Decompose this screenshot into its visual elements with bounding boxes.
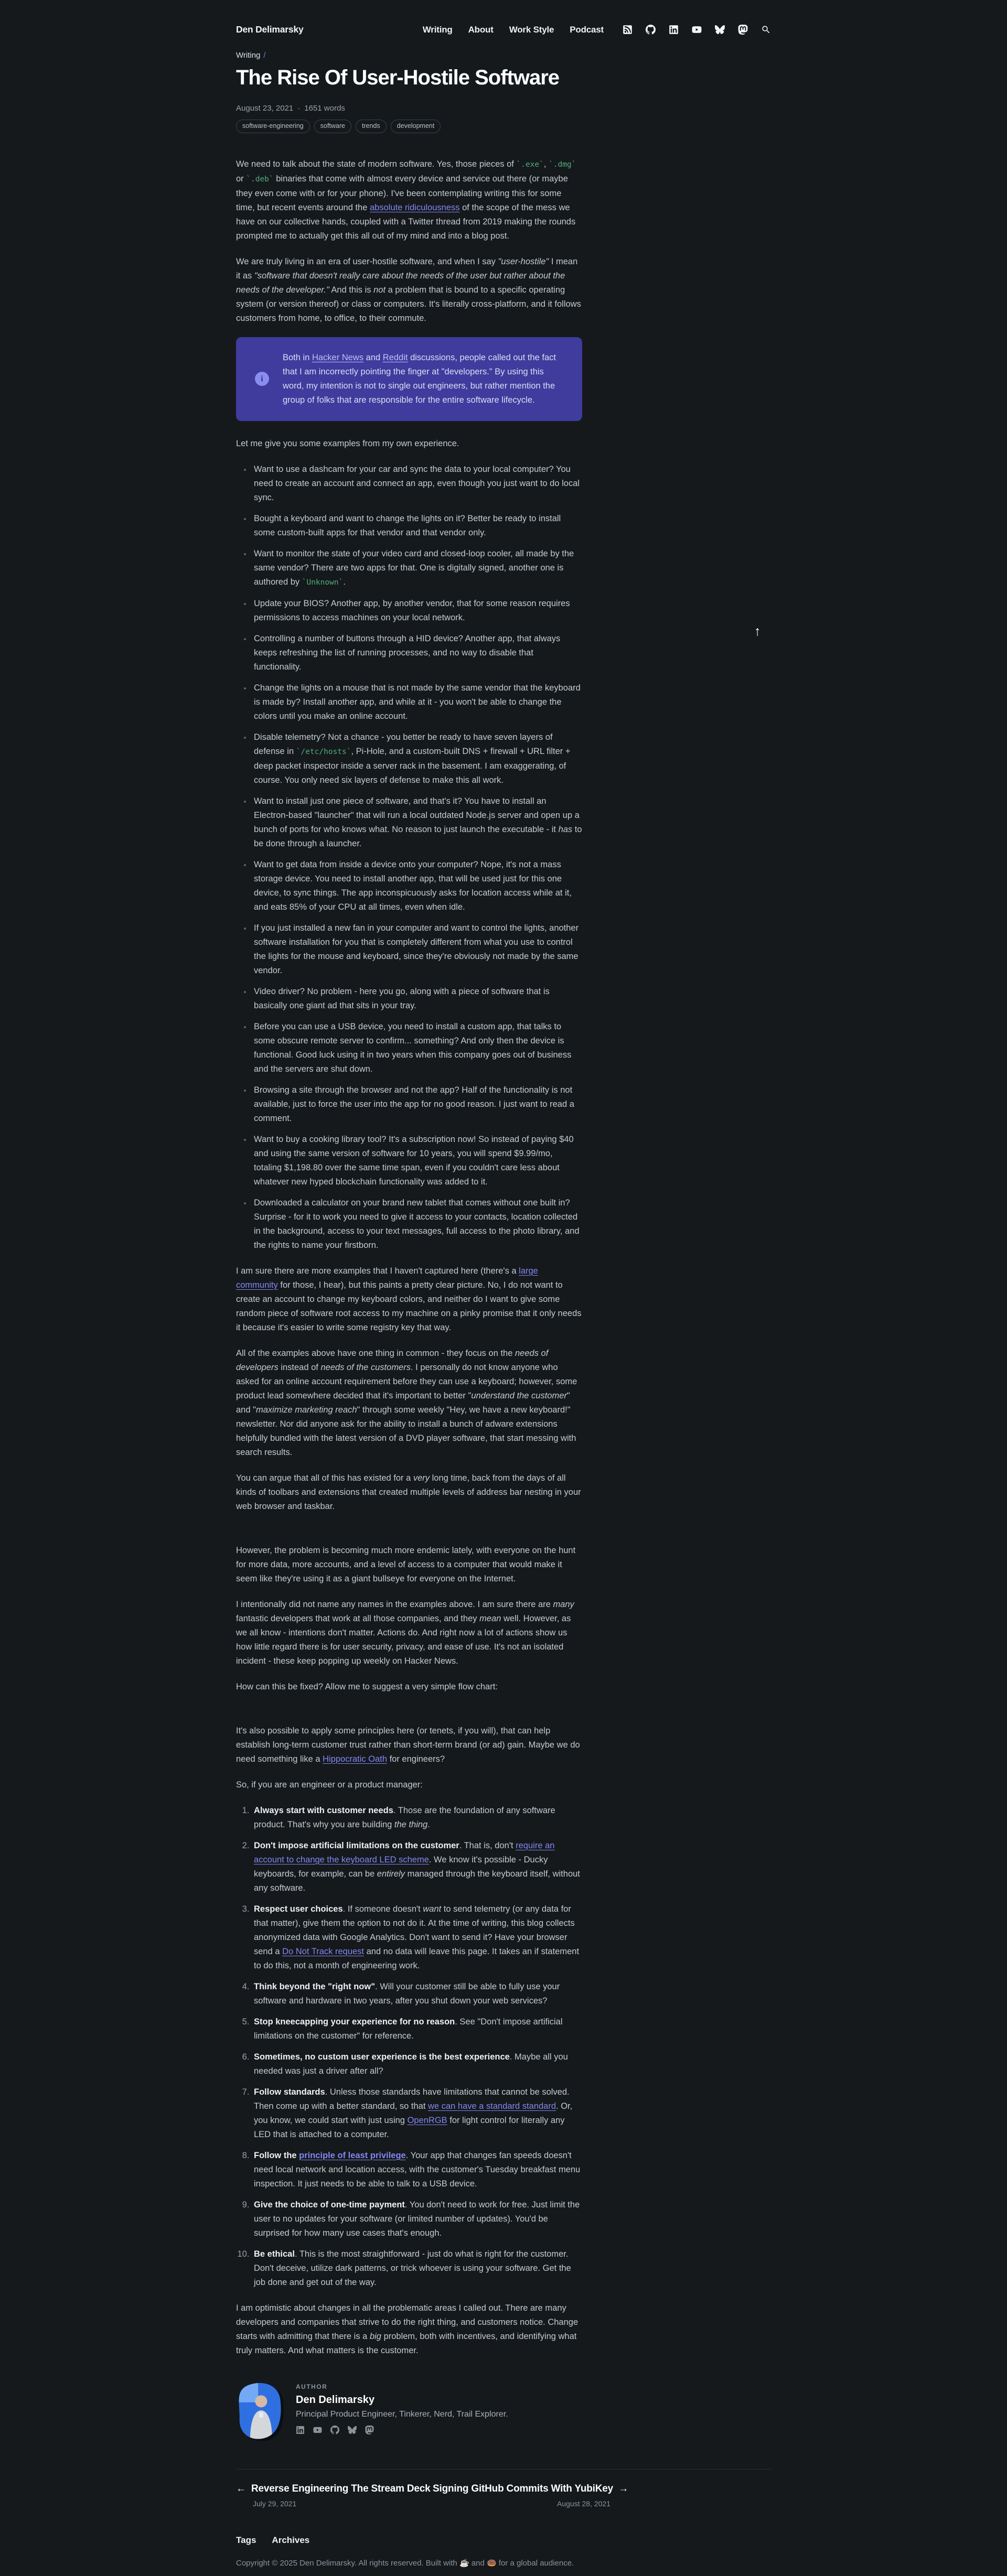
nav-link-work-style[interactable]: Work Style (509, 24, 554, 35)
paragraph: However, the problem is becoming much more endemic lately, with everyone on the hunt for more data, more accounts, and a level of access to a computer that would make it seem like they're using it as a giant bullseye for everyone on the Internet. (236, 1545, 576, 1583)
list-item: • Downloaded a calculator on your brand new tablet that comes without one built in? Surprise - for it to work you need to give it access to your contacts, location collected in the background, access to your text messages, full access to the photo library, and the rights to name your firstborn. (252, 1196, 582, 1253)
list-item: • Update your BIOS? Another app, by another vendor, that for some reason requires permissions to access machines on your local network. (252, 597, 582, 625)
paragraph: How can this be fixed? Allow me to suggest a very simple flow chart: (236, 1682, 498, 1691)
inline-link[interactable]: require an account to change the keyboard LED scheme (254, 1840, 555, 1864)
paragraph: All of the examples above have one thing in common - they focus on the needs of developers instead of needs of the customers. I personally do not know anyone who asked for an online account requirement before they can use a keyboard; however, some product lead somewhere decided that it's important to better "understand the customer" and "maximize marketing reach" through some weekly "Hey, we have a new keyboard!" newsletter. Nor did anyone ask for the ability to install a bunch of adware extensions helpfully bundled with the latest version of a DVD player software, that start messing with search results. (236, 1348, 577, 1457)
post-date: August 23, 2021 (236, 104, 294, 113)
inline-link[interactable]: Reddit (382, 352, 408, 362)
youtube-icon[interactable] (692, 25, 702, 35)
left-arrow-icon: ← (236, 2483, 246, 2494)
list-item: 8. Follow the principle of least privilege. Your app that changes fan speeds doesn't need local network and location access, with the customer's Tuesday breakfast menu inspection. It just needs to be able to talk to a USB device. (252, 2149, 582, 2191)
tag-pill[interactable]: development (391, 120, 441, 133)
list-item: • Before you can use a USB device, you need to install a custom app, that talks to some obscure remote server to confirm... something? And only then the device is functional. Good luck using it in two years when this company goes out of business and the servers are shut down. (252, 1020, 582, 1076)
list-item: 4. Think beyond the "right now". Will your customer still be able to fully use your software and hardware in two years, after you shut down your web services? (252, 1980, 582, 2008)
inline-link[interactable]: Do Not Track request (282, 1946, 365, 1956)
list-item: • Want to use a dashcam for your car and sync the data to your local computer? You need to create an account and connect an app, even though you just want to do local sync. (252, 462, 582, 505)
list-item: 7. Follow standards. Unless those standards have limitations that cannot be solved. Then come up with a better standard, so that we can have a standard standard. Or, you know, we could start with just using OpenRGB for light control for literally any LED that is attached to a computer. (252, 2085, 582, 2142)
author-icons (296, 2426, 508, 2434)
list-item: • Browsing a site through the browser and not the app? Half of the functionality is not available, just to force the user into the app for no good reason. I just want to read a comment. (252, 1083, 582, 1126)
prev-post (236, 2483, 430, 2508)
list-item: 10. Be ethical. This is the most straightforward - just do what is right for the customer. Don't deceive, utilize dark patterns, or trick whoever is using your software. Get the job done and get out of the way. (252, 2247, 582, 2290)
post-navigation (236, 2483, 628, 2508)
copyright: Copyright © 2025 Den Delimarsky. All rights reserved. Built with ☕ and 🍩 for a global audience. (236, 2558, 574, 2568)
bluesky-icon[interactable] (348, 2426, 357, 2434)
callout-text: Both in Hacker News and Reddit discussions, people called out the fact that I am incorrectly pointing the finger at "developers." By using this word, my intention is not to single out engineers, but rather mention the group of folks that are responsible for the entire software lifecycle. (283, 352, 556, 405)
author-info (296, 2382, 508, 2434)
list-item: • Bought a keyboard and want to change the lights on it? Better be ready to install some custom-built apps for that vendor and that vendor only. (252, 512, 582, 540)
inline-link[interactable]: Hippocratic Oath (323, 1754, 387, 1764)
list-item: 3. Respect user choices. If someone doesn't want to send telemetry (or any data for that matter), give them the option to not do it. At the time of writing, this blog collects anonymized data with Google Analytics. Don't want to send it? Have your browser send a Do Not Track request and no data will leave this page. It takes an if statement to do this, not a month of engineering work. (252, 1902, 582, 1973)
info-callout (236, 337, 582, 421)
author-avatar (236, 2382, 284, 2441)
list-item: • Video driver? No problem - here you go, along with a piece of software that is basically one giant ad that sits in your tray. (252, 985, 582, 1013)
list-item: • Want to install just one piece of software, and that's it? You have to install an Electron-based "launcher" that will run a local outdated Node.js server and open up a bunch of ports for who knows what. No reason to just launch the executable - it has to be done through a launcher. (252, 794, 582, 851)
youtube-icon[interactable] (313, 2426, 322, 2434)
nav-link-podcast[interactable]: Podcast (570, 24, 604, 35)
scroll-to-top-button[interactable]: ↑ (754, 624, 761, 639)
list-item: 9. Give the choice of one-time payment. You don't need to work for free. Just limit the user to no updates for your software (or limited number of updates). You'd be surprised for how many use cases that's enough. (252, 2198, 582, 2240)
rss-icon[interactable] (623, 25, 633, 35)
tag-pill[interactable]: trends (356, 120, 387, 133)
prev-post-title: Reverse Engineering The Stream Deck (251, 2483, 431, 2494)
author-bio: Principal Product Engineer, Tinkerer, Nerd, Trail Explorer. (296, 2409, 508, 2419)
list-item: 2. Don't impose artificial limitations on the customer. That is, don't require an account to change the keyboard LED scheme. We know it's possible - Ducky keyboards, for example, can be entirely managed through the keyboard itself, without any software. (252, 1839, 582, 1895)
list-item: • Want to get data from inside a device onto your computer? Nope, it's not a mass storage device. You need to install another app, that will be used just for this one device, to sync things. The app inconspicuously asks for location access while at it, and eats 85% of your CPU at all times, even when idle. (252, 858, 582, 914)
site-header (236, 0, 771, 35)
nav-icons (623, 25, 771, 35)
footer-divider (236, 2469, 771, 2470)
section-gap (236, 1525, 582, 1544)
next-post (433, 2483, 628, 2508)
principles-list (236, 1804, 582, 2290)
article-body (236, 157, 582, 2358)
list-item: 6. Sometimes, no custom user experience is the best experience. Maybe all you needed was just a driver after all? (252, 2050, 582, 2078)
examples-list (236, 462, 582, 1253)
list-item: • Disable telemetry? Not a chance - you better be ready to have seven layers of defense in `/etc/hosts`, Pi-Hole, and a custom-built DNS + firewall + URL filter + deep packet inspector inside a server rack in the basement. I am exaggerating, of course. You only need six layers of defense to make this all work. (252, 730, 582, 788)
mastodon-icon[interactable] (738, 25, 748, 35)
tag-pill[interactable]: software-engineering (236, 120, 310, 133)
paragraph: We need to talk about the state of modern software. Yes, those pieces of `.exe`, `.dmg` or `.deb` binaries that come with almost every device and service out there (or maybe they even come with or for your phone). I've been contemplating writing this for some time, but recent events around the absolute ridiculousness of the scope of the mess we have on our collective hands, coupled with a Twitter thread from 2019 making the rounds prompted me to actually get this all out of my mind and into a blog post. (236, 159, 576, 241)
brand-link[interactable]: Den Delimarsky (236, 24, 304, 35)
tag-row (236, 120, 771, 133)
paragraph: I intentionally did not name any names in the examples above. I am sure there are many fantastic developers that work at all those companies, and they mean well. However, as we all know - intentions don't matter. Actions do. And right now a lot of actions show us how little regard there is for user security, privacy, and ease of use. It's not an isolated incident - these keep popping up weekly on Hacker News. (236, 1599, 574, 1666)
next-post-title: Signing GitHub Commits With YubiKey (433, 2483, 614, 2494)
linkedin-icon[interactable] (669, 25, 679, 35)
meta-dot: · (297, 104, 301, 113)
author-name: Den Delimarsky (296, 2394, 375, 2406)
page-title: The Rise Of User-Hostile Software (236, 66, 560, 89)
page (236, 0, 771, 2576)
paragraph: You can argue that all of this has existed for a very long time, back from the days of all kinds of toolbars and extensions that created multiple levels of address bar nesting in your web browser and taskbar. (236, 1473, 581, 1511)
footer-links (236, 2535, 771, 2546)
next-post-link[interactable] (433, 2483, 628, 2494)
breadcrumb-writing-link[interactable]: Writing (236, 51, 261, 60)
inline-link[interactable]: principle of least privilege (299, 2150, 406, 2160)
paragraph: I am sure there are more examples that I haven't captured here (there's a large community for those, I hear), but this paints a pretty clear picture. No, I do not want to create an account to change my keyboard colors, and neither do I want to give some random piece of software root access to my machine on a pinky promise that it only needs it because it's easier to write some registry key that way. (236, 1266, 582, 1332)
next-post-date: August 28, 2021 (557, 2499, 610, 2508)
paragraph: Let me give you some examples from my own experience. (236, 438, 459, 448)
paragraph: I am optimistic about changes in all the problematic areas I called out. There are many developers and companies that strive to do the right thing, and customers notice. Change starts with admitting that there is a big problem, both with incentives, and identifying what truly matters. And what matters is the customer. (236, 2303, 579, 2355)
list-item: • Want to buy a cooking library tool? It's a subscription now! So instead of paying $40 and using the same version of software for 10 years, you will spend $9.99/mo, totaling $1,198.80 over the same time span, even if you couldn't care less about whatever new hyped blockchain functionality was added to it. (252, 1133, 582, 1189)
word-count: 1651 words (304, 104, 345, 113)
github-icon[interactable] (330, 2426, 339, 2434)
list-item: • If you just installed a new fan in your computer and want to control the lights, another software installation for you that is completely different from what you use to control the lights for the mouse and keyboard, since they're obviously not made by the same vendor. (252, 921, 582, 978)
list-item: 5. Stop kneecapping your experience for no reason. See "Don't impose artificial limitations on the customer" for reference. (252, 2015, 582, 2043)
breadcrumb-separator: / (263, 51, 266, 60)
info-icon: i (255, 372, 269, 386)
mastodon-icon[interactable] (365, 2426, 374, 2434)
paragraph: So, if you are an engineer or a product manager: (236, 1780, 423, 1790)
nav-link-writing[interactable]: Writing (422, 24, 453, 35)
author-card (236, 2382, 771, 2441)
breadcrumb (236, 51, 771, 60)
github-icon[interactable] (646, 25, 656, 35)
nav-link-about[interactable]: About (468, 24, 494, 35)
list-item: • Want to monitor the state of your video card and closed-loop cooler, all made by the same vendor? There are two apps for that. One is digitally signed, another one is authored by `Unknown`. (252, 547, 582, 590)
linkedin-icon[interactable] (296, 2426, 305, 2434)
inline-link[interactable]: large community (236, 1266, 538, 1290)
inline-link[interactable]: OpenRGB (407, 2115, 447, 2125)
footer-link-archives[interactable]: Archives (272, 2535, 310, 2545)
search-icon[interactable] (761, 25, 771, 35)
list-item: • Change the lights on a mouse that is not made by the same vendor that the keyboard is made by? Install another app, and while at it - you won't be able to change the colors until you make an online account. (252, 681, 582, 724)
nav-links (423, 25, 604, 35)
section-gap (236, 1706, 582, 1724)
inline-link[interactable]: Hacker News (312, 352, 364, 362)
paragraph: We are truly living in an era of user-hostile software, and when I say "user-hostile" I mean it as "software that doesn't really care about the needs of the user but rather about the needs of the developer." And this is not a problem that is bound to a specific operating system (or version thereof) or class or computers. It's literally cross-platform, and it follows customers from home, to office, to their commute. (236, 256, 581, 323)
list-item: 1. Always start with customer needs. Those are the foundation of any software product. That's why you are building the thing. (252, 1804, 582, 1832)
prev-post-link[interactable] (236, 2483, 430, 2494)
prev-post-date: July 29, 2021 (253, 2499, 297, 2508)
right-arrow-icon: → (618, 2483, 628, 2494)
bluesky-icon[interactable] (715, 25, 725, 35)
tag-pill[interactable]: software (314, 120, 351, 133)
footer-link-tags[interactable]: Tags (236, 2535, 256, 2545)
paragraph: It's also possible to apply some principles here (or tenets, if you will), that can help establish long-term customer trust rather than short-term brand (or ad) gain. Maybe we do need something like a Hippocratic Oath for engineers? (236, 1726, 580, 1764)
list-item: • Controlling a number of buttons through a HID device? Another app, that always keeps refreshing the list of running processes, and no way to disable that functionality. (252, 632, 582, 674)
inline-link[interactable]: absolute ridiculousness (370, 202, 460, 212)
inline-link[interactable]: we can have a standard standard (428, 2101, 556, 2111)
author-label: AUTHOR (296, 2383, 328, 2390)
post-meta (236, 104, 771, 113)
main-nav (423, 25, 771, 35)
